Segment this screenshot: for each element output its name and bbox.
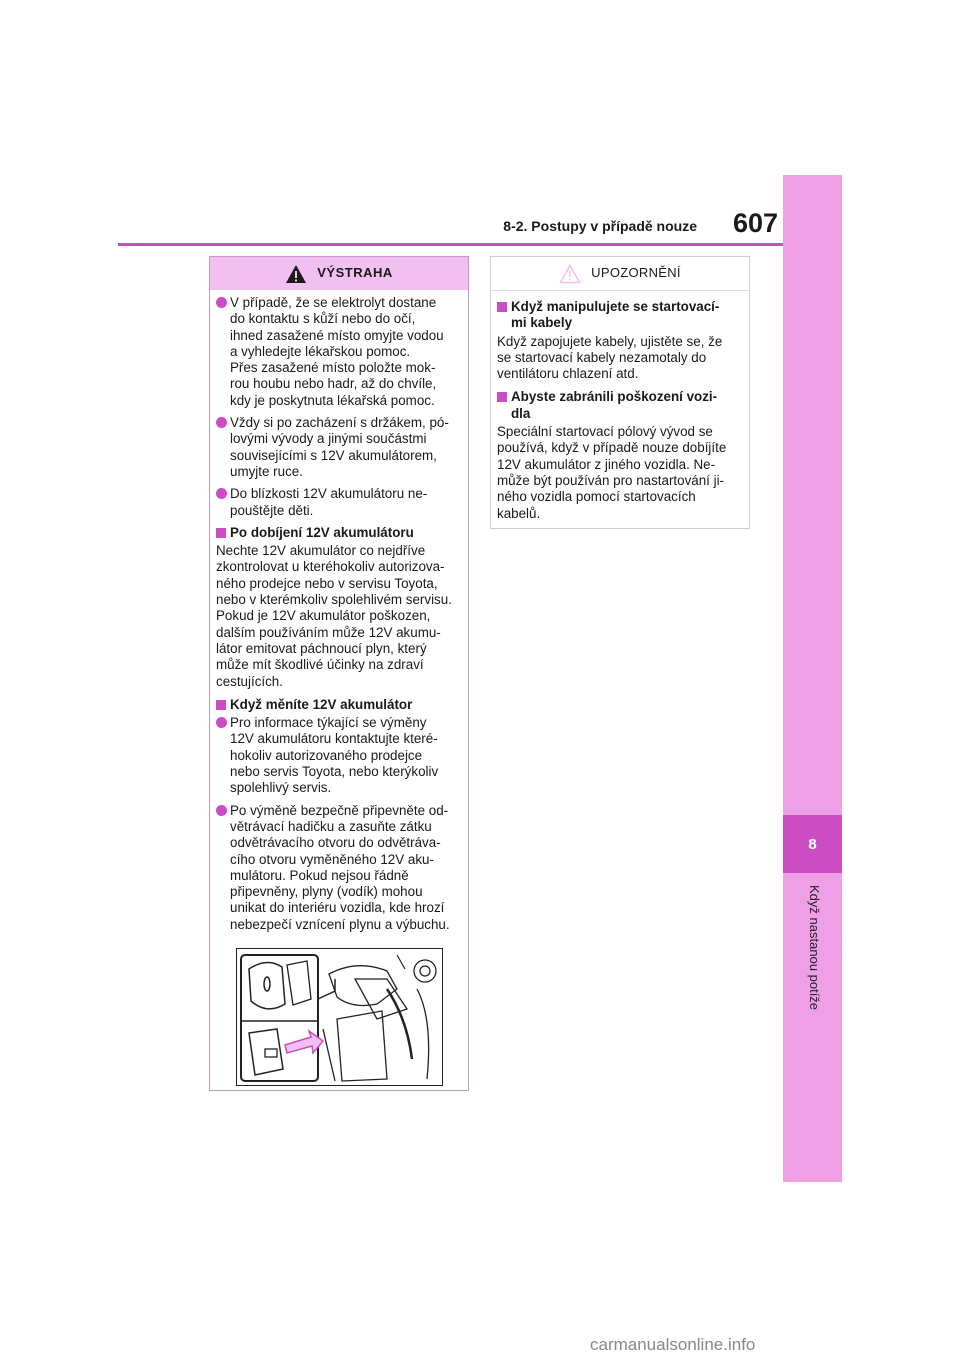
list-item — [216, 295, 462, 409]
list-item — [216, 803, 462, 933]
subsection-heading: Když manipulujete se startovací- mi kabely — [497, 299, 743, 332]
chapter-number-badge — [783, 815, 842, 873]
warning-header — [210, 257, 468, 290]
square-bullet-icon — [497, 302, 507, 312]
bullet-dot-icon — [216, 805, 227, 816]
notice-title: UPOZORNĚNÍ — [591, 265, 681, 281]
caution-triangle-icon — [559, 264, 581, 284]
square-bullet-icon — [216, 700, 226, 710]
page-number: 607 — [732, 208, 778, 238]
warning-title: VÝSTRAHA — [317, 265, 393, 281]
subsection-text: Nechte 12V akumulátor co nejdříve zkontrolovat u kteréhokoliv autorizova- ného prodejce nebo v servisu Toyota, nebo v kterémkoliv spolehlivém servisu. Pokud je 12V akumulátor poškozen, dalším používáním může 12V akumu- látor emitovat páchnoucí plyn, který může mít škodlivé účinky na zdraví cestujících. — [216, 543, 452, 689]
notice-content — [491, 291, 749, 522]
bullet-dot-icon — [216, 488, 227, 499]
subsection-text: Když zapojujete kabely, ujistěte se, že se startovací kabely nezamotaly do ventilátoru chlazení atd. — [497, 333, 723, 382]
battery-vent-illustration — [236, 948, 443, 1086]
header-rule — [118, 243, 783, 246]
list-item — [216, 415, 462, 480]
bullet-text: Vždy si po zacházení s držákem, pó- lovými vývody a jinými součástmi souvisejícími s 12V akumulátorem, umyjte ruce. — [230, 415, 449, 479]
section-title: 8-2. Postupy v případě nouze — [503, 218, 697, 234]
warning-content — [210, 290, 468, 933]
bullet-dot-icon — [216, 297, 227, 308]
bullet-dot-icon — [216, 417, 227, 428]
bullet-text: Po výměně bezpečně připevněte od- větrávací hadičku a zasuňte zátku odvětrávacího otvoru do odvětráva- cího otvoru vyměněného 12V aku- mulátoru. Pokud nejsou řádně připevněny, plyny (vodík) mohou unikat do interiéru vozidla, kde hrozí nebezpečí vznícení plynu a výbuchu. — [230, 802, 450, 932]
bullet-text: V případě, že se elektrolyt dostane do kontaktu s kůží nebo do očí, ihned zasažené místo omyjte vodou a vyhledejte lékařskou pomoc. Přes zasažené místo položte mok- rou houbu nebo hadr, až do chvíle, kdy je poskytnuta lékařská pomoc. — [230, 295, 444, 408]
square-bullet-icon — [216, 528, 226, 538]
notice-box — [490, 256, 750, 529]
chapter-label: Když nastanou potíže — [807, 885, 822, 1011]
notice-header — [491, 257, 749, 291]
list-item — [216, 486, 462, 519]
bullet-text: Do blízkosti 12V akumulátoru ne- pouštějte děti. — [230, 486, 428, 518]
bullet-text: Pro informace týkající se výměny 12V akumulátoru kontaktujte které- hokoliv autorizovaného prodejce nebo servis Toyota, nebo kterýkoliv spolehlivý servis. — [230, 715, 439, 796]
list-item — [216, 715, 462, 796]
chapter-side-tab — [783, 175, 842, 1182]
warning-triangle-icon — [285, 264, 307, 284]
footer-watermark: carmanualsonline.info — [590, 1335, 756, 1354]
subsection-heading: Po dobíjení 12V akumulátoru — [216, 525, 462, 541]
subsection-text: Speciální startovací pólový vývod se používá, když v případě nouze dobíjíte 12V akumulátor z jiného vozidla. Ne- může být používán pro nastartování ji- ného vozidla pomocí startovacích kabelů. — [497, 424, 727, 521]
engine-bay-drawing — [237, 949, 442, 1085]
chapter-number: 8 — [808, 835, 817, 853]
subsection-heading: Abyste zabránili poškození vozi- dla — [497, 389, 743, 422]
square-bullet-icon — [497, 392, 507, 402]
bullet-dot-icon — [216, 717, 227, 728]
subsection-heading: Když měníte 12V akumulátor — [216, 697, 462, 713]
